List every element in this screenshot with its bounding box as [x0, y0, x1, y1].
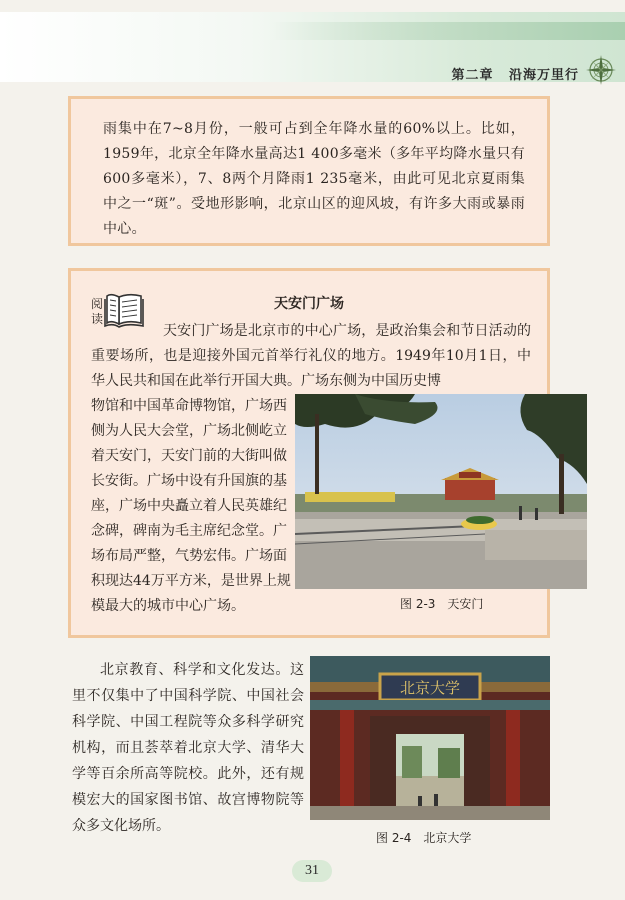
- header-stripe: [270, 22, 625, 40]
- text-box: [68, 96, 550, 246]
- reading-paragraph: 天安门广场是北京市的中心广场，是政治集会和节日活动的重要场所，也是迎接外国元首举行礼仪的地方。1949年10月1日，中华人民共和国在此举行开国大典。广场东侧为中国历史博: [91, 323, 531, 389]
- chapter-label: 第二章: [451, 68, 494, 83]
- box-paragraph: 雨集中在7~8月份，一般可占到全年降水量的60%以上。比如，1959年，北京全年降水量高达1 400多毫米（多年平均降水量只有600多毫米），7、8两个月降雨1 235毫米，由此可见北京夏雨集中之一“斑”。受地形影响，北京山区的迎风坡，有许多大雨或暴雨中心。: [103, 121, 525, 237]
- reading-title: 天安门广场: [274, 296, 344, 312]
- gate-plaque-text: 北京大学: [399, 679, 461, 697]
- page-number: 31: [292, 860, 332, 882]
- body-paragraph: 北京教育、科学和文化发达。这里不仅集中了中国科学院、中国社会科学院、中国工程院等众多科学研究机构，而且荟萃着北京大学、清华大学等百余所高等院校。此外，还有规模宏大的国家图书馆、故宫博物院等众多文化场所。: [72, 662, 304, 834]
- figure-caption-tiananmen: 图 2-3 天安门: [400, 597, 484, 611]
- peking-university-photo: [310, 656, 550, 820]
- tiananmen-photo: [295, 394, 587, 589]
- reading-label: 阅读: [91, 297, 104, 326]
- figure-caption-pku: 图 2-4 北京大学: [376, 831, 472, 845]
- running-header: [441, 64, 579, 83]
- chapter-title: 沿海万里行: [508, 68, 579, 83]
- compass-icon: [585, 54, 617, 86]
- reading-paragraph-continued: 物馆和中国革命博物馆，广场西侧为人民大会堂，广场北侧屹立着天安门，天安门前的大街叫做长安街。广场中设有升国旗的基座，广场中央矗立着人民英雄纪念碑，碑南为毛主席纪念堂。广场布局严整，气势宏伟。广场面积现达44万平方米，是世界上规模最大的城市中心广场。: [91, 398, 291, 614]
